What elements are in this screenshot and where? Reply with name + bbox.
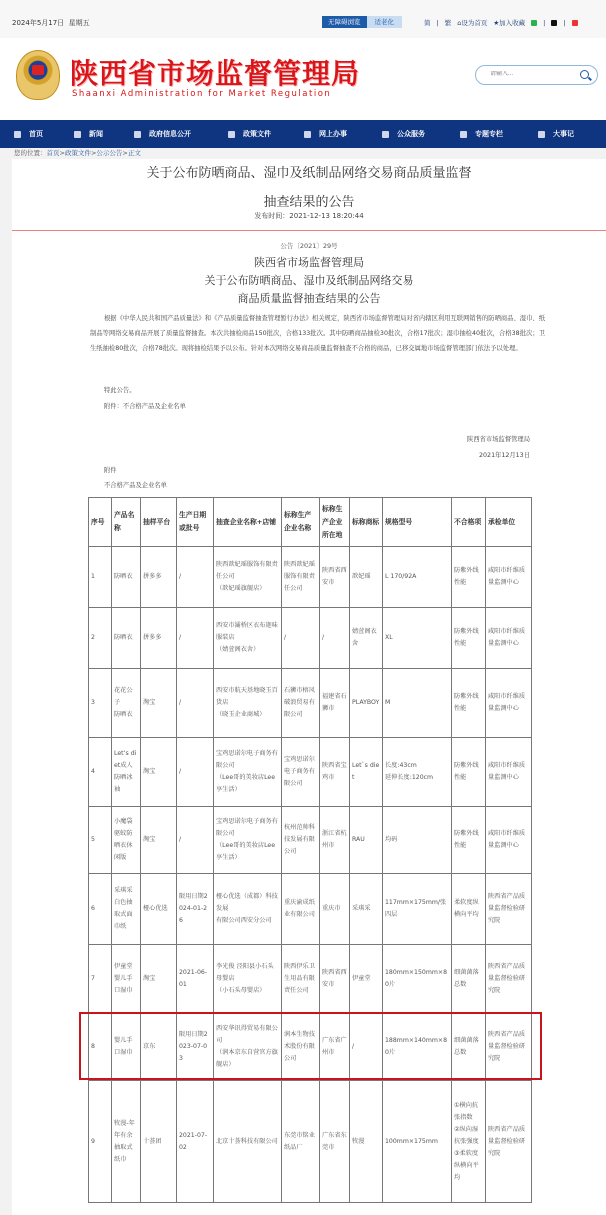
table-cell: ①横向抗张指数 ②纵向湿抗张强度 ③柔软度纵横向平均 (452, 1081, 486, 1203)
table-cell: 牧漫 (350, 1081, 383, 1203)
table-cell: 陕西歆妃瑶服饰有限责任公司 （歆妃瑶旗舰店） (214, 547, 282, 608)
table-cell: / (320, 608, 350, 669)
table-cell: 防紫外线性能 (452, 669, 486, 738)
table-cell: 防晒衣 (112, 547, 141, 608)
table-cell: 防紫外线性能 (452, 807, 486, 874)
article-title-line2: 抽查结果的公告 (263, 195, 355, 210)
table-cell: 宝鸡思诺尔 电子商务有限公司 (282, 738, 320, 807)
breadcrumb-home[interactable]: 首页 (46, 149, 60, 157)
table-cell: L 170/92A (383, 547, 452, 608)
column-header: 生产日期或批号 (177, 498, 214, 547)
table-cell: 牧漫-年年有余抽取式纸巾 (112, 1081, 141, 1203)
table-cell: 9 (89, 1081, 112, 1203)
site-header (0, 38, 606, 120)
doc-heading-2: 关于公布防晒商品、湿巾及纸制品网络交易 (204, 274, 414, 287)
table-cell: 长度:43cm 延伸长度:120cm (383, 738, 452, 807)
nav-public-service[interactable]: 公众服务 (382, 120, 425, 148)
emblem-logo (16, 50, 60, 100)
table-cell: 防紫外线性能 (452, 738, 486, 807)
table-cell: 3 (89, 669, 112, 738)
grid-icon (304, 131, 311, 138)
table-cell: 花花公子 防晒衣 (112, 669, 141, 738)
table-cell: / (177, 738, 214, 807)
douyin-icon[interactable] (551, 20, 557, 26)
set-home-link[interactable]: ⌂设为首页 (457, 19, 488, 27)
nav-policy[interactable]: 政策文件 (228, 120, 271, 148)
table-row (89, 608, 532, 669)
table-cell: 桠心优选（成都）科技发展 有限公司西安分公司 (214, 874, 282, 945)
table-cell: Let`s diet (350, 738, 383, 807)
monitor-icon (228, 131, 235, 138)
top-bar: 2024年5月17日 星期五 无障碍浏览 适老化 简 | 繁 ⌂设为首页 ★加入收藏 | | (0, 0, 606, 38)
site-title[interactable]: 陕西省市场监督管理局 (70, 57, 361, 90)
table-cell: 陕西省产品质量监督检验研究院 (486, 874, 532, 945)
nav-gov-info[interactable]: 政府信息公开 (134, 120, 191, 148)
table-cell: 福建省石狮市 (320, 669, 350, 738)
main-nav (0, 120, 606, 148)
title-divider (12, 230, 606, 231)
table-cell: 伊童堂 (350, 945, 383, 1013)
table-cell: 宝鸡思诺尔电子商务有限公司 （Lee哥的美妆店Lee享生活） (214, 738, 282, 807)
table-cell: 咸阳市纤维质量监测中心 (486, 807, 532, 874)
table-cell: 细菌菌落总数 (452, 945, 486, 1013)
table-row (89, 1081, 532, 1203)
home-icon (14, 131, 21, 138)
breadcrumb-policy[interactable]: 政策文件 (64, 149, 91, 157)
article-title-line1: 关于公布防晒商品、湿巾及纸制品网络交易商品质量监督 (146, 166, 472, 181)
table-cell: 广东省东莞市 (320, 1081, 350, 1203)
table-cell: 广东省广州市 (320, 1013, 350, 1081)
column-header: 标称生产企业所在地 (320, 498, 350, 547)
table-cell: XL (383, 608, 452, 669)
traditional-link[interactable]: 繁 (444, 19, 452, 27)
table-cell: 5 (89, 807, 112, 874)
table-cell: 宝鸡思诺尔电子商务有限公司 （Lee哥的美妆店Lee享生活） (214, 807, 282, 874)
table-cell: 6 (89, 874, 112, 945)
table-row (89, 547, 532, 608)
breadcrumb-notices[interactable]: 公示公告 (96, 149, 123, 157)
table-cell: 李光俊 泾阳县小石头母婴店 （小石头母婴店） (214, 945, 282, 1013)
doc-body: 根据《中华人民共和国产品质量法》和《产品质量监督抽查管理暂行办法》相关规定，陕西省市场监督管理局对省内辖区利用互联网销售的防晒商品、湿巾、纸制品等网络交易商品开展了质量监督抽查。本次共抽检商品150批次，合格133批次。其中防晒商品抽检30批次，合格17批次；湿巾抽检40批次，合格38批次；卫生纸抽检80批次，合格78批次。现将抽检结果予以公布。针对本次网络交易商品质量监督抽查不合格的商品，已移交属地市场监督管理部门依法予以处理。 (90, 315, 545, 352)
breadcrumb-current[interactable]: 正文 (127, 149, 141, 157)
table-cell: 淘宝 (141, 738, 177, 807)
table-cell: 限用日期2024-01-26 (177, 874, 214, 945)
table-cell: 歆妃瑶 (350, 547, 383, 608)
table-cell: 陕西省西安市 (320, 547, 350, 608)
doc-heading-3: 商品质量监督抽查结果的公告 (237, 292, 381, 305)
table-cell: 188mm×140mm×80片 (383, 1013, 452, 1081)
appendix-label: 附件 (104, 467, 117, 474)
column-header: 标称生产企业名称 (282, 498, 320, 547)
table-cell: 柔软度纵横向平均 (452, 874, 486, 945)
doc-number: 公告〔2021〕29号 (280, 242, 338, 250)
doc-heading-1: 陕西省市场监督管理局 (254, 256, 364, 269)
table-cell: 淘宝 (141, 807, 177, 874)
simplified-link[interactable]: 简 (424, 19, 431, 27)
table-cell: 浙江省杭州市 (320, 807, 350, 874)
table-cell: / (177, 669, 214, 738)
breadcrumb: 您的位置：首页>政策文件>公示公告>正文 (14, 149, 141, 157)
table-row (89, 738, 532, 807)
table-row (89, 669, 532, 738)
table-cell: / (177, 608, 214, 669)
nav-news[interactable]: 新闻 (74, 120, 103, 148)
accessibility-toggles (322, 16, 402, 28)
table-cell: 北京十荟科技有限公司 (214, 1081, 282, 1203)
doc-notice: 特此公告。 (104, 387, 136, 394)
table-cell: 2021-06-01 (177, 945, 214, 1013)
table-cell: RAU (350, 807, 383, 874)
unqualified-products-table (88, 497, 532, 1203)
table-cell: 防晒衣 (112, 608, 141, 669)
table-cell: Let’s diet成人防晒冰袖 (112, 738, 141, 807)
table-cell: 婧萱阁衣舍 (350, 608, 383, 669)
table-cell: 西安市航天基地晓玉百货店 （晓玉企业商城） (214, 669, 282, 738)
table-cell: / (177, 547, 214, 608)
column-header: 不合格项 (452, 498, 486, 547)
table-row (89, 945, 532, 1013)
search-box (475, 65, 598, 85)
table-cell: 重庆渝成纸业有限公司 (282, 874, 320, 945)
column-header: 规格型号 (383, 498, 452, 547)
table-cell: 小魔袋驱蚊防晒衣休闲版 (112, 807, 141, 874)
table-cell: 限用日期2023-07-03 (177, 1013, 214, 1081)
table-header-row (89, 498, 532, 547)
table-cell: 防紫外线性能 (452, 547, 486, 608)
elderly-mode-button[interactable]: 适老化 (367, 16, 403, 28)
accessible-browse-button[interactable]: 无障碍浏览 (322, 16, 367, 28)
table-cell: 咸阳市纤维质量监测中心 (486, 738, 532, 807)
table-cell: 桠心优选 (141, 874, 177, 945)
search-icon[interactable] (580, 70, 589, 79)
table-cell: / (282, 608, 320, 669)
table-cell: 润本生物技术股份有限公司 (282, 1013, 320, 1081)
table-cell: 陕西省西安市 (320, 945, 350, 1013)
appendix-title: 不合格产品及企业名单 (104, 482, 167, 489)
weibo-icon[interactable] (572, 20, 578, 26)
table-cell: 西安华讯得贸易有限公司 （润本京东自营官方旗舰店） (214, 1013, 282, 1081)
column-header: 承检单位 (486, 498, 532, 547)
table-cell: 100mm×175mm (383, 1081, 452, 1203)
table-cell: M (383, 669, 452, 738)
nav-events[interactable]: 大事记 (538, 120, 574, 148)
nav-topics[interactable]: 专题专栏 (460, 120, 503, 148)
column-header: 抽样平台 (141, 498, 177, 547)
publish-time: 发布时间：2021-12-13 18:20:44 (254, 212, 364, 220)
column-header: 标称商标 (350, 498, 383, 547)
table-row (89, 807, 532, 874)
table-cell: / (177, 807, 214, 874)
table-cell: 4 (89, 738, 112, 807)
table-cell: PLAYBOY (350, 669, 383, 738)
nav-online-service[interactable]: 网上办事 (304, 120, 347, 148)
table-cell: 陕西省产品质量监督检验研究院 (486, 1081, 532, 1203)
table-cell: 京东 (141, 1013, 177, 1081)
table-cell: 拼多多 (141, 547, 177, 608)
doc-sign-date: 2021年12月13日 (479, 452, 530, 459)
news-icon (74, 131, 81, 138)
apps-icon (382, 131, 389, 138)
table-cell: 淘宝 (141, 945, 177, 1013)
table-cell: 180mm×150mm×80片 (383, 945, 452, 1013)
site-title-en: Shaanxi Administration for Market Regulation (72, 89, 332, 99)
table-cell: 7 (89, 945, 112, 1013)
table-cell: 细菌菌落总数 (452, 1013, 486, 1081)
table-cell: / (350, 1013, 383, 1081)
table-cell: 2021-07-02 (177, 1081, 214, 1203)
column-header: 抽查企业名称+店铺 (214, 498, 282, 547)
nav-home[interactable]: 首页 (14, 120, 43, 148)
table-cell: 均码 (383, 807, 452, 874)
search-input[interactable] (490, 71, 570, 77)
current-date: 2024年5月17日 星期五 (12, 19, 90, 27)
table-cell: 石狮市榕风破浪贸易有限公司 (282, 669, 320, 738)
table-cell: 防紫外线性能 (452, 608, 486, 669)
table-cell: 陕西伊乐卫生用品有限责任公司 (282, 945, 320, 1013)
book-icon (538, 131, 545, 138)
table-cell: 采琪采白色抽取式面巾纸 (112, 874, 141, 945)
table-cell: 陕西歆妃瑶 服饰有限责任公司 (282, 547, 320, 608)
table-cell: 淘宝 (141, 669, 177, 738)
table-cell: 2 (89, 608, 112, 669)
trophy-icon (460, 131, 467, 138)
column-header: 产品名称 (112, 498, 141, 547)
wechat-icon[interactable] (531, 20, 537, 26)
star-icon: ★ (493, 19, 500, 27)
table-cell: 十荟团 (141, 1081, 177, 1203)
document-icon (134, 131, 141, 138)
home-icon: ⌂ (457, 19, 462, 27)
table-cell: 采琪采 (350, 874, 383, 945)
table-cell: 东莞市铭业 纸品厂 (282, 1081, 320, 1203)
table-cell: 陕西省宝鸡市 (320, 738, 350, 807)
doc-attachment: 附件：不合格产品及企业名单 (104, 403, 186, 410)
table-cell: 咸阳市纤维质量监测中心 (486, 547, 532, 608)
table-cell: 陕西省产品质量监督检验研究院 (486, 1013, 532, 1081)
table-cell: 陕西省产品质量监督检验研究院 (486, 945, 532, 1013)
table-cell: 咸阳市纤维质量监测中心 (486, 669, 532, 738)
table-cell: 婴儿手口湿巾 (112, 1013, 141, 1081)
table-row (89, 874, 532, 945)
table-cell: 重庆市 (320, 874, 350, 945)
table-cell: 8 (89, 1013, 112, 1081)
table-cell: 1 (89, 547, 112, 608)
doc-signer: 陕西省市场监督管理局 (467, 436, 530, 443)
table-cell: 伊童堂婴儿手口湿巾 (112, 945, 141, 1013)
table-cell: 拼多多 (141, 608, 177, 669)
favorite-link[interactable]: ★加入收藏 (493, 19, 526, 27)
table-cell: 咸阳市纤维质量监测中心 (486, 608, 532, 669)
table-cell: 西安市灞桥区衣布迦味服装店 （婧萱阁衣舍） (214, 608, 282, 669)
table-cell: 杭州范帅科技发展有限公司 (282, 807, 320, 874)
table-row (89, 1013, 532, 1081)
table-cell: 117mm×175mm/张四层 (383, 874, 452, 945)
column-header: 序号 (89, 498, 112, 547)
